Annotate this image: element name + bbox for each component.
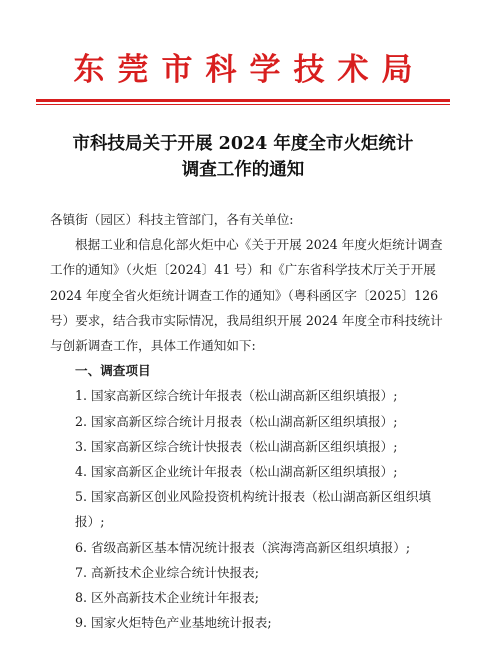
intro-paragraph: 根据工业和信息化部火炬中心《关于开展 2024 年度火炬统计调查工作的通知》（火炬〔2024〕41 号）和《广东省科学技术厅关于开展 2024 年度全省火炬统计调查工作的通知》（粤科函区字〔2025〕126 号）要求，结合我市实际情况，我局组织开展 2024 年度全市科技统计与创新调查工作，具体工作通知如下:: [50, 237, 443, 354]
masthead-title: 东莞市科学技术局: [73, 52, 426, 88]
section-heading-survey-items: 一、调查项目: [75, 363, 151, 379]
masthead-rule-thin: [36, 104, 450, 105]
list-item: 8. 区外高新技术企业统计年报表;: [75, 590, 259, 606]
salutation: 各镇街（园区）科技主管部门，各有关单位:: [50, 212, 294, 227]
masthead-rule-thick: [36, 99, 450, 102]
document-body: [50, 207, 445, 635]
list-item: 7. 高新技术企业综合统计快报表;: [75, 564, 259, 580]
list-item: 2. 国家高新区综合统计月报表（松山湖高新区组织填报）;: [75, 413, 398, 429]
document-title-line1: 市科技局关于开展 2024 年度全市火炬统计: [72, 134, 414, 154]
list-item: 5. 国家高新区创业风险投资机构统计报表（松山湖高新区组织填报）;: [75, 489, 432, 530]
list-item: 6. 省级高新区基本情况统计报表（滨海湾高新区组织填报）;: [75, 539, 411, 555]
document-title-line2: 调查工作的通知: [181, 160, 305, 180]
list-item: 4. 国家高新区企业统计年报表（松山湖高新区组织填报）;: [75, 464, 398, 480]
list-item: 9. 国家火炬特色产业基地统计报表;: [75, 615, 272, 631]
list-item: 1. 国家高新区综合统计年报表（松山湖高新区组织填报）;: [75, 388, 398, 404]
list-item: 3. 国家高新区综合统计快报表（松山湖高新区组织填报）;: [75, 438, 398, 454]
